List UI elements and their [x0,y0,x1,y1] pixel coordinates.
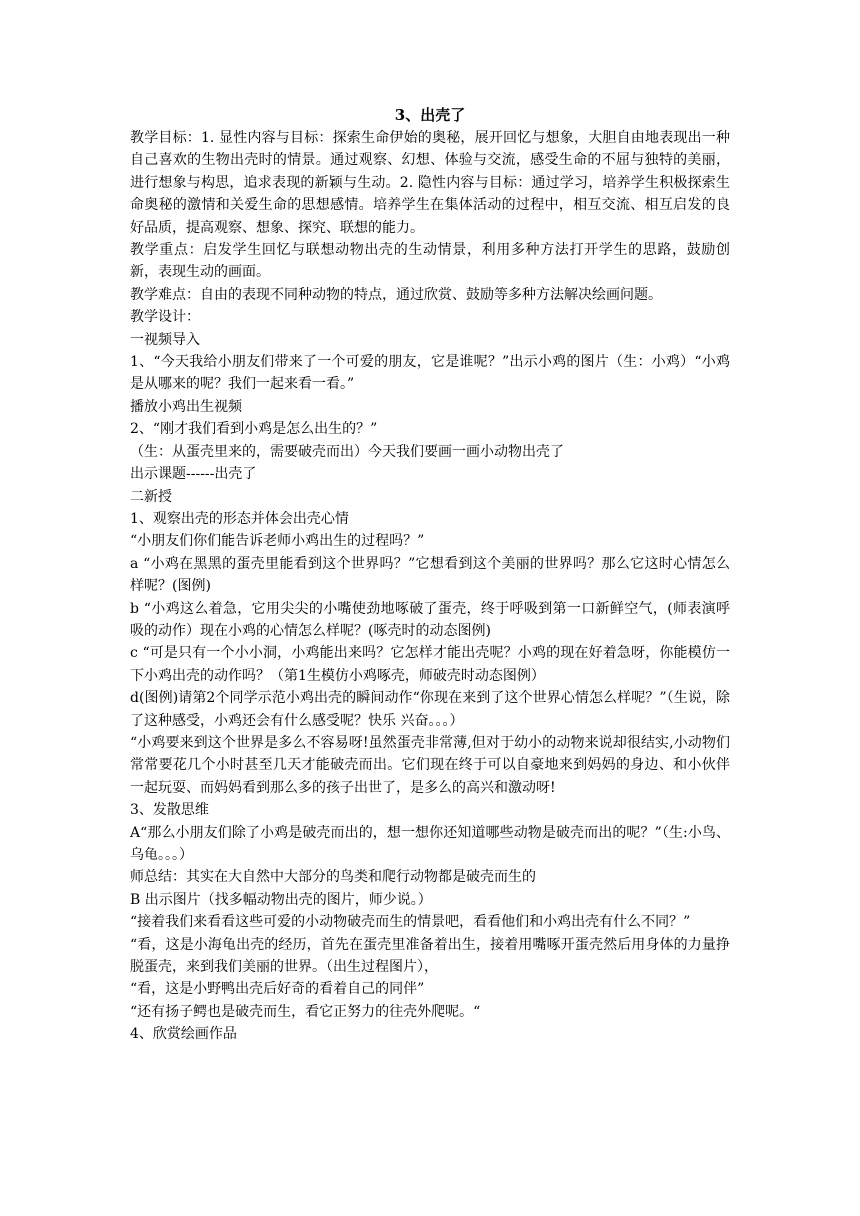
paragraph: 3、发散思维 [130,802,209,819]
paragraph: 1、“今天我给小朋友们带来了一个可爱的朋友，它是谁呢？”出示小鸡的图片（生：小鸡）“小鸡是从哪来的呢？我们一起来看一看。” [130,354,730,393]
paragraph: 师总结：其实在大自然中大部分的鸟类和爬行动物都是破壳而生的 [130,869,536,886]
paragraph: “小朋友们你们能告诉老师小鸡出生的过程吗？” [130,533,425,550]
paragraph: 教学难点：自由的表现不同种动物的特点，通过欣赏、鼓励等多种方法解决绘画问题。 [130,286,662,303]
paragraph: 4、欣赏绘画作品 [130,1026,237,1043]
lesson-body [130,127,730,1046]
paragraph: 出示课题------出壳了 [130,466,257,483]
section-heading: 一视频导入 [130,331,200,348]
paragraph: B 出示图片（找多幅动物出壳的图片，师少说。） [130,891,432,908]
paragraph: “看，这是小野鸭出壳后好奇的看着自己的同伴” [130,981,425,998]
paragraph: 播放小鸡出生视频 [130,398,242,415]
paragraph: （生：从蛋壳里来的，需要破壳而出）今天我们要画一画小动物出壳了 [130,443,564,460]
paragraph: “还有扬子鳄也是破壳而生，看它正努力的往壳外爬呢。“ [130,1003,481,1020]
paragraph: b “小鸡这么着急，它用尖尖的小嘴使劲地啄破了蛋壳，终于呼吸到第一口新鲜空气，(师表演呼吸的动作）现在小鸡的心情怎么样呢？(啄壳时的动态图例) [130,600,730,639]
paragraph: “接着我们来看看这些可爱的小动物破壳而生的情景吧，看看他们和小鸡出壳有什么不同？” [130,914,691,931]
paragraph: a “小鸡在黑黑的蛋壳里能看到这个世界吗？”它想看到这个美丽的世界吗？那么它这时心情怎么样呢？(图例) [130,555,730,595]
paragraph: 教学目标：1. 显性内容与目标：探索生命伊始的奥秘，展开回忆与想象，大胆自由地表现出一种自己喜欢的生物出壳时的情景。通过观察、幻想、体验与交流，感受生命的不屈与独特的美丽，进行想象与构思，追求表现的新颖与生动。2. 隐性内容与目标：通过学习，培养学生积极探索生命奥秘的激情和关爱生命的思想感情。培养学生在集体活动的过程中，相互交流、相互启发的良好品质，提高观察、想象、探究、联想的能力。 [130,130,730,236]
lesson-title: 3、出壳了 [394,106,466,124]
paragraph: d(图例)请第2个同学示范小鸡出壳的瞬间动作“你现在来到了这个世界心情怎么样呢？”（生说，除了这种感受，小鸡还会有什么感受呢？快乐 兴奋。。。） [130,690,730,729]
paragraph: 教学重点：启发学生回忆与联想动物出壳的生动情景，利用多种方法打开学生的思路，鼓励创新，表现生动的画面。 [130,242,730,281]
paragraph: A“那么小朋友们除了小鸡是破壳而出的，想一想你还知道哪些动物是破壳而出的呢？”（生:小鸟、乌龟。。。） [130,824,730,863]
paragraph: “看，这是小海龟出壳的经历，首先在蛋壳里准备着出生，接着用嘴啄开蛋壳然后用身体的力量挣脱蛋壳，来到我们美丽的世界。（出生过程图片）， [130,936,730,976]
section-heading: 二新授 [130,488,172,505]
paragraph: c “可是只有一个小小洞，小鸡能出来吗？它怎样才能出壳呢？小鸡的现在好着急呀，你能模仿一下小鸡出壳的动作吗？（第1生模仿小鸡啄壳，师破壳时动态图例） [130,645,730,684]
paragraph: “小鸡要来到这个世界是多么不容易呀!虽然蛋壳非常薄,但对于幼小的动物来说却很结实,小动物们常常要花几个小时甚至几天才能破壳而出。它们现在终于可以自豪地来到妈妈的身边、和小伙伴一起玩耍、而妈妈看到那么多的孩子出世了，是多么的高兴和激动呀! [130,734,730,796]
paragraph: 教学设计： [130,309,200,326]
paragraph: 1、观察出壳的形态并体会出壳心情 [130,510,349,527]
paragraph: 2、“刚才我们看到小鸡是怎么出生的？” [130,421,378,438]
